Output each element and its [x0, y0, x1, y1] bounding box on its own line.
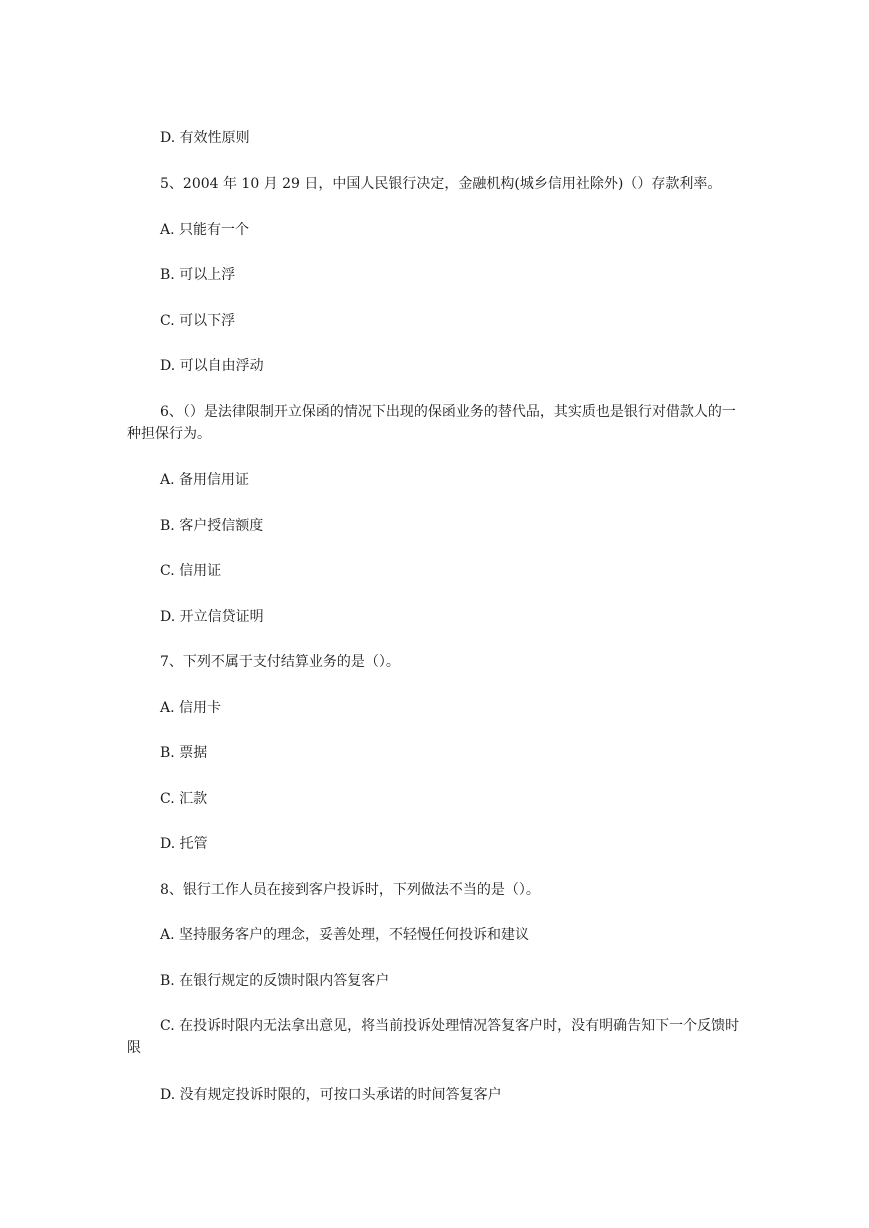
q8-option-b: B. 在银行规定的反馈时限内答复客户	[160, 973, 390, 989]
q7-option-d: D. 托管	[160, 836, 208, 852]
q8-option-a: A. 坚持服务客户的理念，妥善处理，不轻慢任何投诉和建议	[160, 927, 530, 943]
q7-option-a: A. 信用卡	[160, 700, 222, 716]
q5-question: 5、2004 年 10 月 29 日，中国人民银行决定，金融机构(城乡信用社除外)（）存款利率。	[160, 176, 722, 192]
q6-question: 6、（）是法律限制开立保函的情况下出现的保函业务的替代品，其实质也是银行对借款人的一种担保行为。	[127, 404, 736, 442]
q6-option-b: B. 客户授信额度	[160, 518, 264, 534]
q6-option-a: A. 备用信用证	[160, 472, 250, 488]
q7-question: 7、下列不属于支付结算业务的是（）。	[160, 654, 400, 670]
q8-question: 8、银行工作人员在接到客户投诉时，下列做法不当的是（）。	[160, 882, 540, 898]
q5-option-d: D. 可以自由浮动	[160, 358, 264, 374]
q5-option-b: B. 可以上浮	[160, 267, 236, 283]
q8-option-c: C. 在投诉时限内无法拿出意见，将当前投诉处理情况答复客户时，没有明确告知下一个反馈时限	[127, 1018, 740, 1056]
q4-option-d: D. 有效性原则	[160, 130, 250, 146]
q7-option-c: C. 汇款	[160, 791, 208, 807]
q7-option-b: B. 票据	[160, 745, 208, 761]
q5-option-a: A. 只能有一个	[160, 222, 250, 238]
q6-option-c: C. 信用证	[160, 563, 222, 579]
q8-option-d: D. 没有规定投诉时限的，可按口头承诺的时间答复客户	[160, 1087, 502, 1103]
q5-option-c: C. 可以下浮	[160, 313, 236, 329]
q6-option-d: D. 开立信贷证明	[160, 609, 264, 625]
